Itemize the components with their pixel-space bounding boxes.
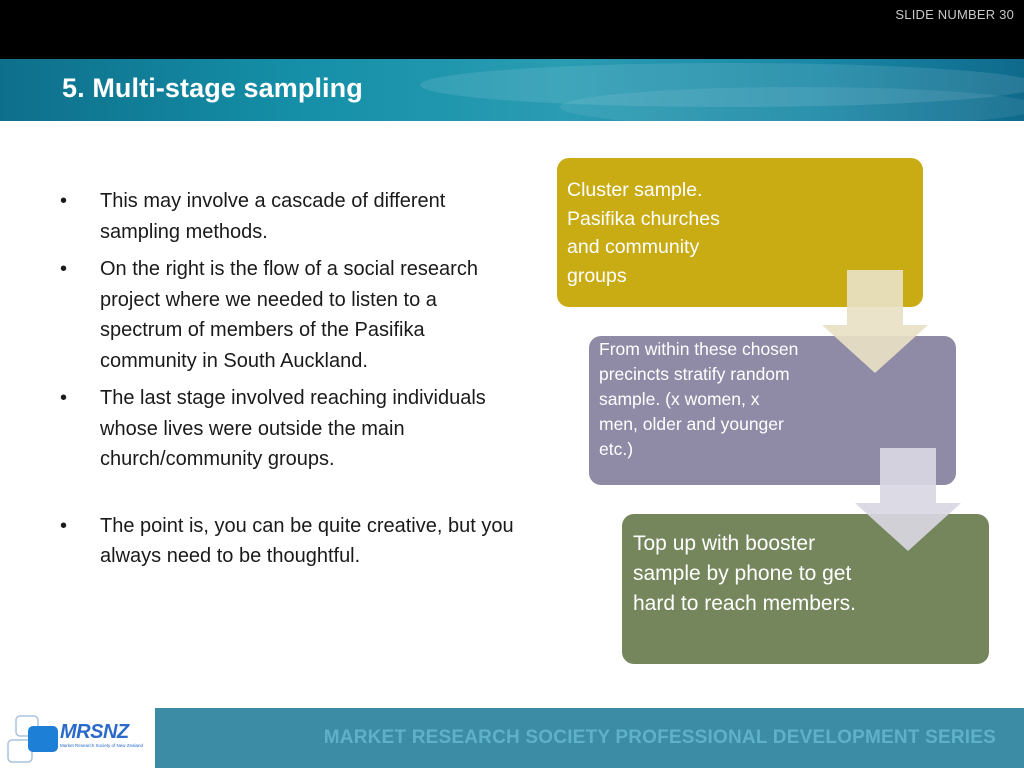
bullet-text: The last stage involved reaching individuals whose lives were outside the main church/community groups.	[100, 387, 486, 470]
down-arrow-icon	[853, 448, 963, 553]
logo-squares-icon	[6, 714, 62, 764]
bullet-icon: •	[60, 190, 68, 212]
bullet-item	[60, 186, 520, 247]
bullet-icon: •	[60, 514, 68, 537]
bullet-icon: •	[60, 258, 68, 280]
bullet-item	[60, 254, 520, 376]
bullet-list	[60, 186, 520, 579]
slide-number: SLIDE NUMBER 30	[895, 7, 1014, 22]
top-bar	[0, 0, 1024, 59]
bullet-item	[60, 511, 520, 572]
slide-title: 5. Multi-stage sampling	[62, 73, 363, 103]
flow-step-text: From within these chosen precincts stratify random sample. (x women, x men, older and younger etc.)	[599, 339, 799, 459]
footer-series-text: MARKET RESEARCH SOCIETY PROFESSIONAL DEVELOPMENT SERIES	[323, 727, 996, 748]
footer-band	[155, 708, 1024, 768]
down-arrow-icon	[820, 270, 930, 375]
title-band	[0, 59, 1024, 121]
flow-step-text: Top up with booster sample by phone to get hard to reach members.	[633, 532, 856, 615]
flow-step-text: Cluster sample. Pasifika churches and community groups	[567, 179, 720, 287]
logo-subtext: Market Research Society of New Zealand	[60, 743, 144, 748]
bullet-item	[60, 383, 520, 475]
logo-text: MRSNZ	[60, 721, 129, 743]
mrsnz-logo	[0, 708, 155, 768]
bullet-text: The point is, you can be quite creative, but you always need to be thoughtful.	[100, 514, 514, 567]
bullet-text: On the right is the flow of a social research project where we needed to listen to a spectrum of members of the Pasifika community in South Auckland.	[100, 258, 478, 372]
title-band-swoosh	[560, 87, 1024, 121]
bullet-text: This may involve a cascade of different sampling methods.	[100, 190, 446, 243]
bullet-icon: •	[60, 387, 68, 409]
